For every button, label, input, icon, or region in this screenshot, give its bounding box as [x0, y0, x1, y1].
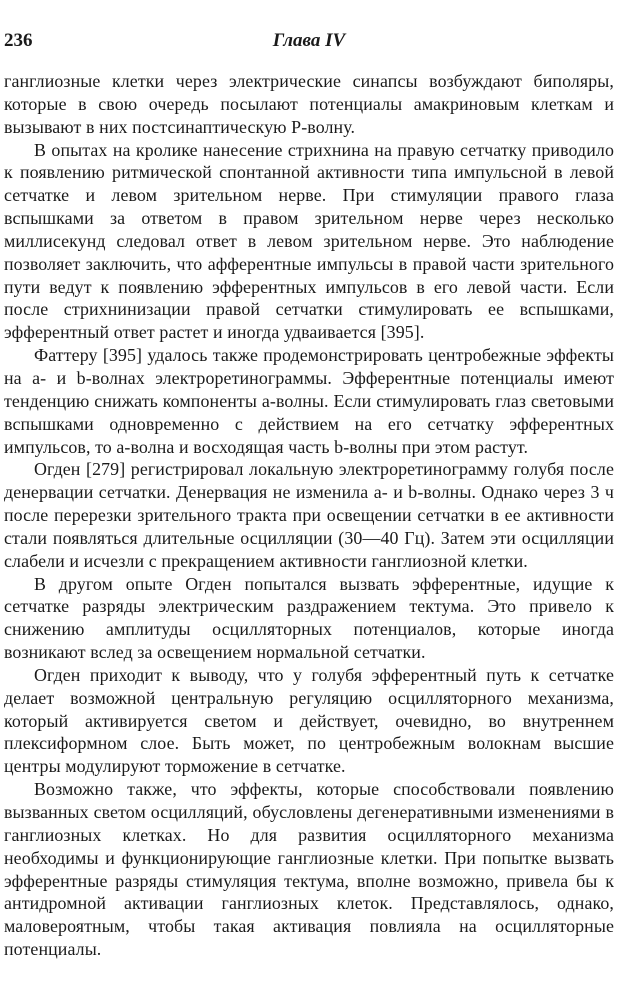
- running-title: Глава IV: [272, 30, 346, 51]
- paragraph-degeneration: Возможно также, что эффекты, которые способствовали появлению вызванных светом осцилляций, обусловлены дегенеративными изменениями в ганглиозных клетках. Но для развития осцилляторного механизма необходимы и функционирующие ганглиозные клетки. При попытке вызвать эфферентные разряды стимуляция тектума, вполне возможно, привела бы к антидромной активации ганглиозных клеток. Представлялось, однако, маловероятным, чтобы такая активация повлияла на осцилляторные потенциалы.: [4, 779, 614, 960]
- paragraph-ogden-tectum: В другом опыте Огден попытался вызвать эфферентные, идущие к сетчатке разряды электрическим раздражением тектума. Это привело к снижению амплитуды осцилляторных потенциалов, которые иногда возникают вслед за освещением нормальной сетчатки.: [4, 573, 614, 663]
- paragraph-vatter-efferent: Фаттеру [395] удалось также продемонстрировать центробежные эффекты на а- и b-волнах электроретинограммы. Эфферентные потенциалы имеют тенденцию снижать компоненты а-волны. Если стимулировать глаз световыми вспышками одновременно с действием на его сетчатку эфферентных импульсов, то а-волна и восходящая часть b-волны при этом растут.: [4, 345, 614, 457]
- paragraph-rabbit-strychnine: В опытах на кролике нанесение стрихнина на правую сетчатку приводило к появлению ритмической спонтанной активности типа импульсной в левой сетчатке и левом зрительном нерве. При стимуляции правого глаза вспышками за ответом в правом зрительном нерве через несколько миллисекунд следовал ответ в левом зрительном нерве. Это наблюдение позволяет заключить, что афферентные импульсы в правой части зрительного пути ведут к появлению эфферентных импульсов в его левой части. Если после стрихнинизации правой сетчатки стимулировать ее вспышками, эфферентный ответ растет и иногда удваивается [395].: [4, 139, 614, 343]
- paragraph-continuation: ганглиозные клетки через электрические синапсы возбуждают биполяры, которые в свою очередь посылают потенциалы амакриновым клеткам и вызывают в них постсинаптическую Р-волну.: [4, 71, 614, 137]
- paragraph-ogden-conclusion: Огден приходит к выводу, что у голубя эфферентный путь к сетчатке делает возможной центральную регуляцию осцилляторного механизма, который активируется светом и действует, очевидно, во внутреннем плексиформном слое. Быть может, по центробежным волокнам высшие центры модулируют торможение в сетчатке.: [4, 664, 614, 777]
- page-header: [4, 24, 614, 70]
- page-body: [4, 70, 614, 961]
- page-number: 236: [4, 30, 33, 51]
- paragraph-ogden-pigeon: Огден [279] регистрировал локальную электроретинограмму голубя после денервации сетчатки. Денервация не изменила а- и b-волны. Однако через 3 ч после перерезки зрительного тракта при освещении сетчатки в ее активности стали появляться длительные осцилляции (30—40 Гц). Затем эти осцилляции слабели и исчезли с прекращением активности ганглиозной клетки.: [4, 459, 614, 571]
